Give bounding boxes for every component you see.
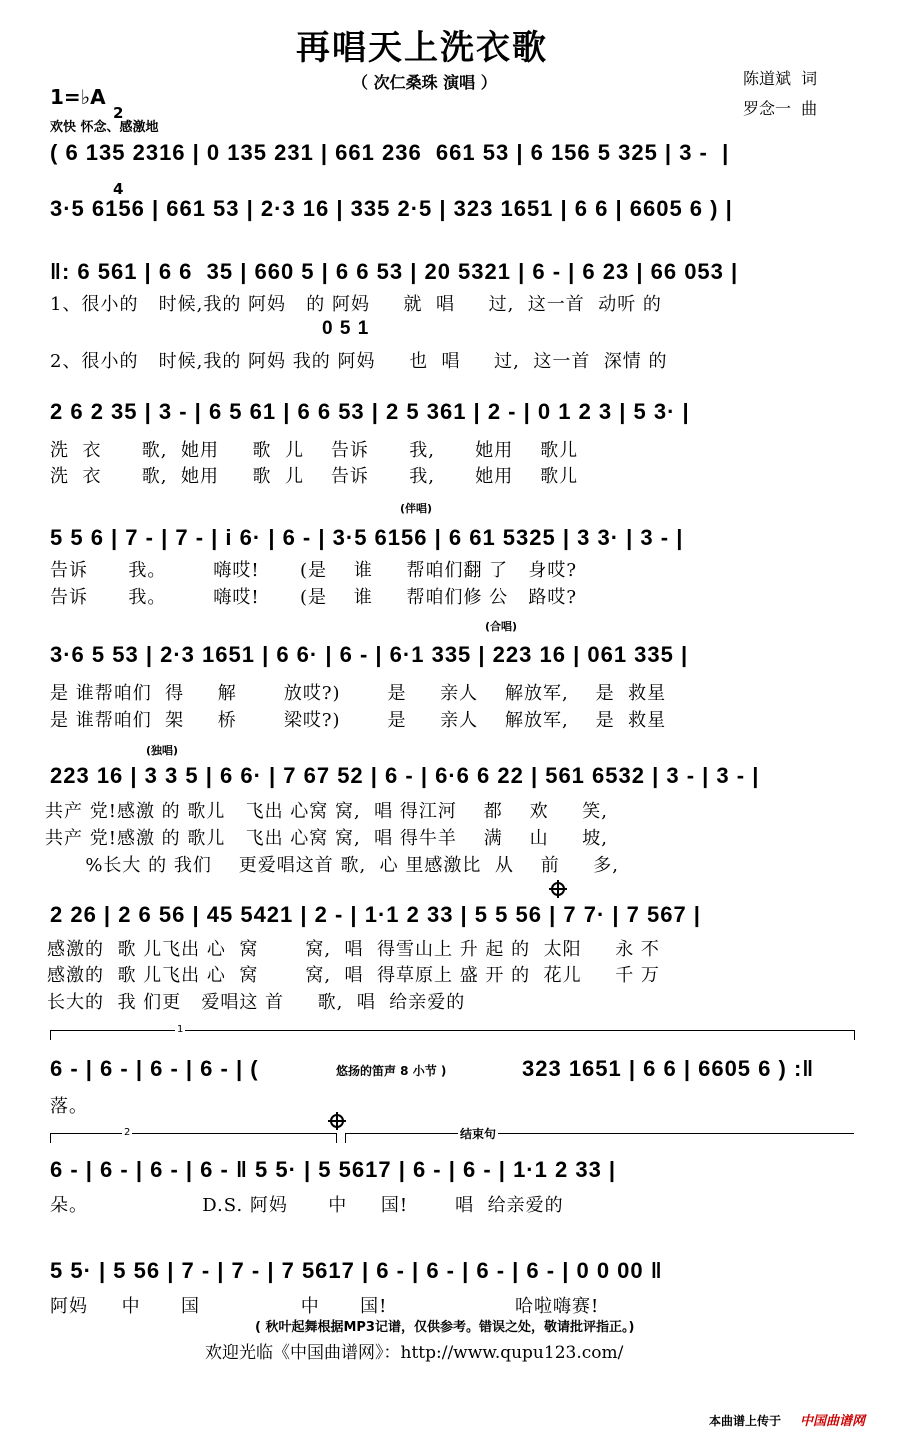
accompaniment-mark: (伴唱) — [400, 502, 433, 515]
score-row-9: 6 - | 6 - | 6 - | 6 - | ( — [50, 1056, 259, 1081]
site-welcome: 欢迎光临《中国曲谱网》：http://www.qupu123.com/ — [205, 1343, 624, 1363]
flute-interlude-note: 悠扬的笛声 8 小节 ) — [336, 1064, 447, 1078]
volta-2-bracket — [50, 1133, 336, 1134]
score-row-4: 2 6 2 35 | 3 - | 6 5 61 | 6 6 53 | 2 5 361 | 2 - | 0 1 2 3 | 5 3· | — [50, 399, 690, 424]
key-signature: 1=♭A — [50, 85, 106, 109]
performer: （ 次仁桑珠 演唱 ） — [352, 73, 497, 92]
time-sig-top: 2 — [113, 104, 124, 122]
lyric-row-10: 朵。 D.S. 阿妈 中 国! 唱 给亲爱的 — [50, 1195, 564, 1216]
lyric-row-11: 阿妈 中 国 中 国! 哈啦嗨赛! — [50, 1296, 600, 1317]
lyric-row-3-verse-2: 2、很小的 时候,我的 阿妈 我的 阿妈 也 唱 过, 这一首 深情 的 — [50, 351, 668, 372]
chorus-mark: (合唱) — [485, 620, 518, 633]
solo-mark: (独唱) — [146, 744, 179, 757]
coda-sign-icon — [328, 1112, 346, 1130]
lyric-row-9: 落。 — [50, 1096, 88, 1117]
song-title: 再唱天上洗衣歌 — [296, 28, 548, 68]
score-row-5: 5 5 6 | 7 - | 7 - | i 6· | 6 - | 3·5 6156 | 6 61 5325 | 3 3· | 3 - | — [50, 525, 684, 550]
site-logo: 中国曲谱网 — [800, 1414, 866, 1429]
lyric-row-3-verse-1: 1、很小的 时候,我的 阿妈 的 阿妈 就 唱 过, 这一首 动听 的 — [50, 294, 662, 315]
ending-phrase-mark: 结束句 — [460, 1127, 497, 1141]
score-row-9-end: 323 1651 | 6 6 | 6605 6 ) :‖ — [522, 1056, 815, 1081]
volta-1-bracket — [50, 1030, 854, 1031]
lyricist: 陈道斌 词 — [743, 69, 818, 88]
lyric-row-6-verse-2: 是 谁帮咱们 架 桥 梁哎?) 是 亲人 解放军, 是 救星 — [50, 710, 667, 731]
upload-label: 本曲谱上传于 — [709, 1414, 782, 1428]
score-row-8: 2 26 | 2 6 56 | 45 5421 | 2 - | 1·1 2 33 | 5 5 56 | 7 7· | 7 567 | — [50, 902, 701, 927]
score-row-1: ( 6 135 2316 | 0 135 231 | 661 236 661 53 | 6 156 5 325 | 3 - | — [50, 140, 730, 165]
score-row-2: 3·5 6156 | 661 53 | 2·3 16 | 335 2·5 | 323 1651 | 6 6 | 6605 6 ) | — [50, 196, 733, 221]
lyric-row-4-verse-1: 洗 衣 歌, 她用 歌 儿 告诉 我, 她用 歌儿 — [50, 440, 579, 461]
tempo-marking: 欢快 怀念、感激地 — [50, 120, 159, 135]
lyric-row-5-verse-2: 告诉 我。 嗨哎! (是 谁 帮咱们修 公 路哎? — [50, 587, 577, 608]
time-sig-bottom: 4 — [113, 180, 124, 198]
lyric-row-5-verse-1: 告诉 我。 嗨哎! (是 谁 帮咱们翻 了 身哎? — [50, 560, 577, 581]
lyric-row-8-verse-3: 长大的 我 们更 爱唱这 首 歌, 唱 给亲爱的 — [47, 992, 466, 1013]
lyric-row-6-verse-1: 是 谁帮咱们 得 解 放哎?) 是 亲人 解放军, 是 救星 — [50, 683, 667, 704]
score-row-6: 3·6 5 53 | 2·3 1651 | 6 6· | 6 - | 6·1 335 | 223 16 | 061 335 | — [50, 642, 689, 667]
lyric-row-8-verse-2: 感激的 歌 儿飞出 心 窝 窝, 唱 得草原上 盛 开 的 花儿 千 万 — [47, 965, 660, 986]
score-row-7: 223 16 | 3 3 5 | 6 6· | 7 67 52 | 6 - | 6·6 6 22 | 561 6532 | 3 - | 3 - | — [50, 763, 760, 788]
score-row-11: 5 5· | 5 56 | 7 - | 7 - | 7 5617 | 6 - | 6 - | 6 - | 6 - | 0 0 00 ‖ — [50, 1258, 663, 1283]
composer: 罗念一 曲 — [743, 99, 818, 118]
coda-sign-icon — [549, 880, 567, 898]
alt-notes: 0 5 1 — [322, 318, 370, 339]
volta-1-number: 1 — [177, 1024, 184, 1035]
score-row-10: 6 - | 6 - | 6 - | 6 - ‖ 5 5· | 5 5617 | 6 - | 6 - | 1·1 2 33 | — [50, 1157, 617, 1182]
lyric-row-8-verse-1: 感激的 歌 儿飞出 心 窝 窝, 唱 得雪山上 升 起 的 太阳 永 不 — [47, 939, 660, 960]
transcriber-note: ( 秋叶起舞根据MP3记谱，仅供参考。错误之处，敬请批评指正。) — [255, 1320, 635, 1335]
lyric-row-7-verse-2: 共产 党!感激 的 歌儿 飞出 心窝 窝, 唱 得牛羊 满 山 坡, — [45, 828, 608, 849]
ending-bracket — [345, 1133, 854, 1134]
lyric-row-7-verse-1: 共产 党!感激 的 歌儿 飞出 心窝 窝, 唱 得江河 都 欢 笑, — [45, 801, 608, 822]
volta-2-number: 2 — [124, 1127, 131, 1138]
lyric-row-4-verse-2: 洗 衣 歌, 她用 歌 儿 告诉 我, 她用 歌儿 — [50, 466, 579, 487]
lyric-row-7-verse-3: %长大 的 我们 更爱唱这首 歌, 心 里感激比 从 前 多, — [45, 855, 620, 876]
score-row-3: ‖: 6 561 | 6 6 35 | 660 5 | 6 6 53 | 20 5321 | 6 - | 6 23 | 66 053 | — [50, 259, 739, 284]
